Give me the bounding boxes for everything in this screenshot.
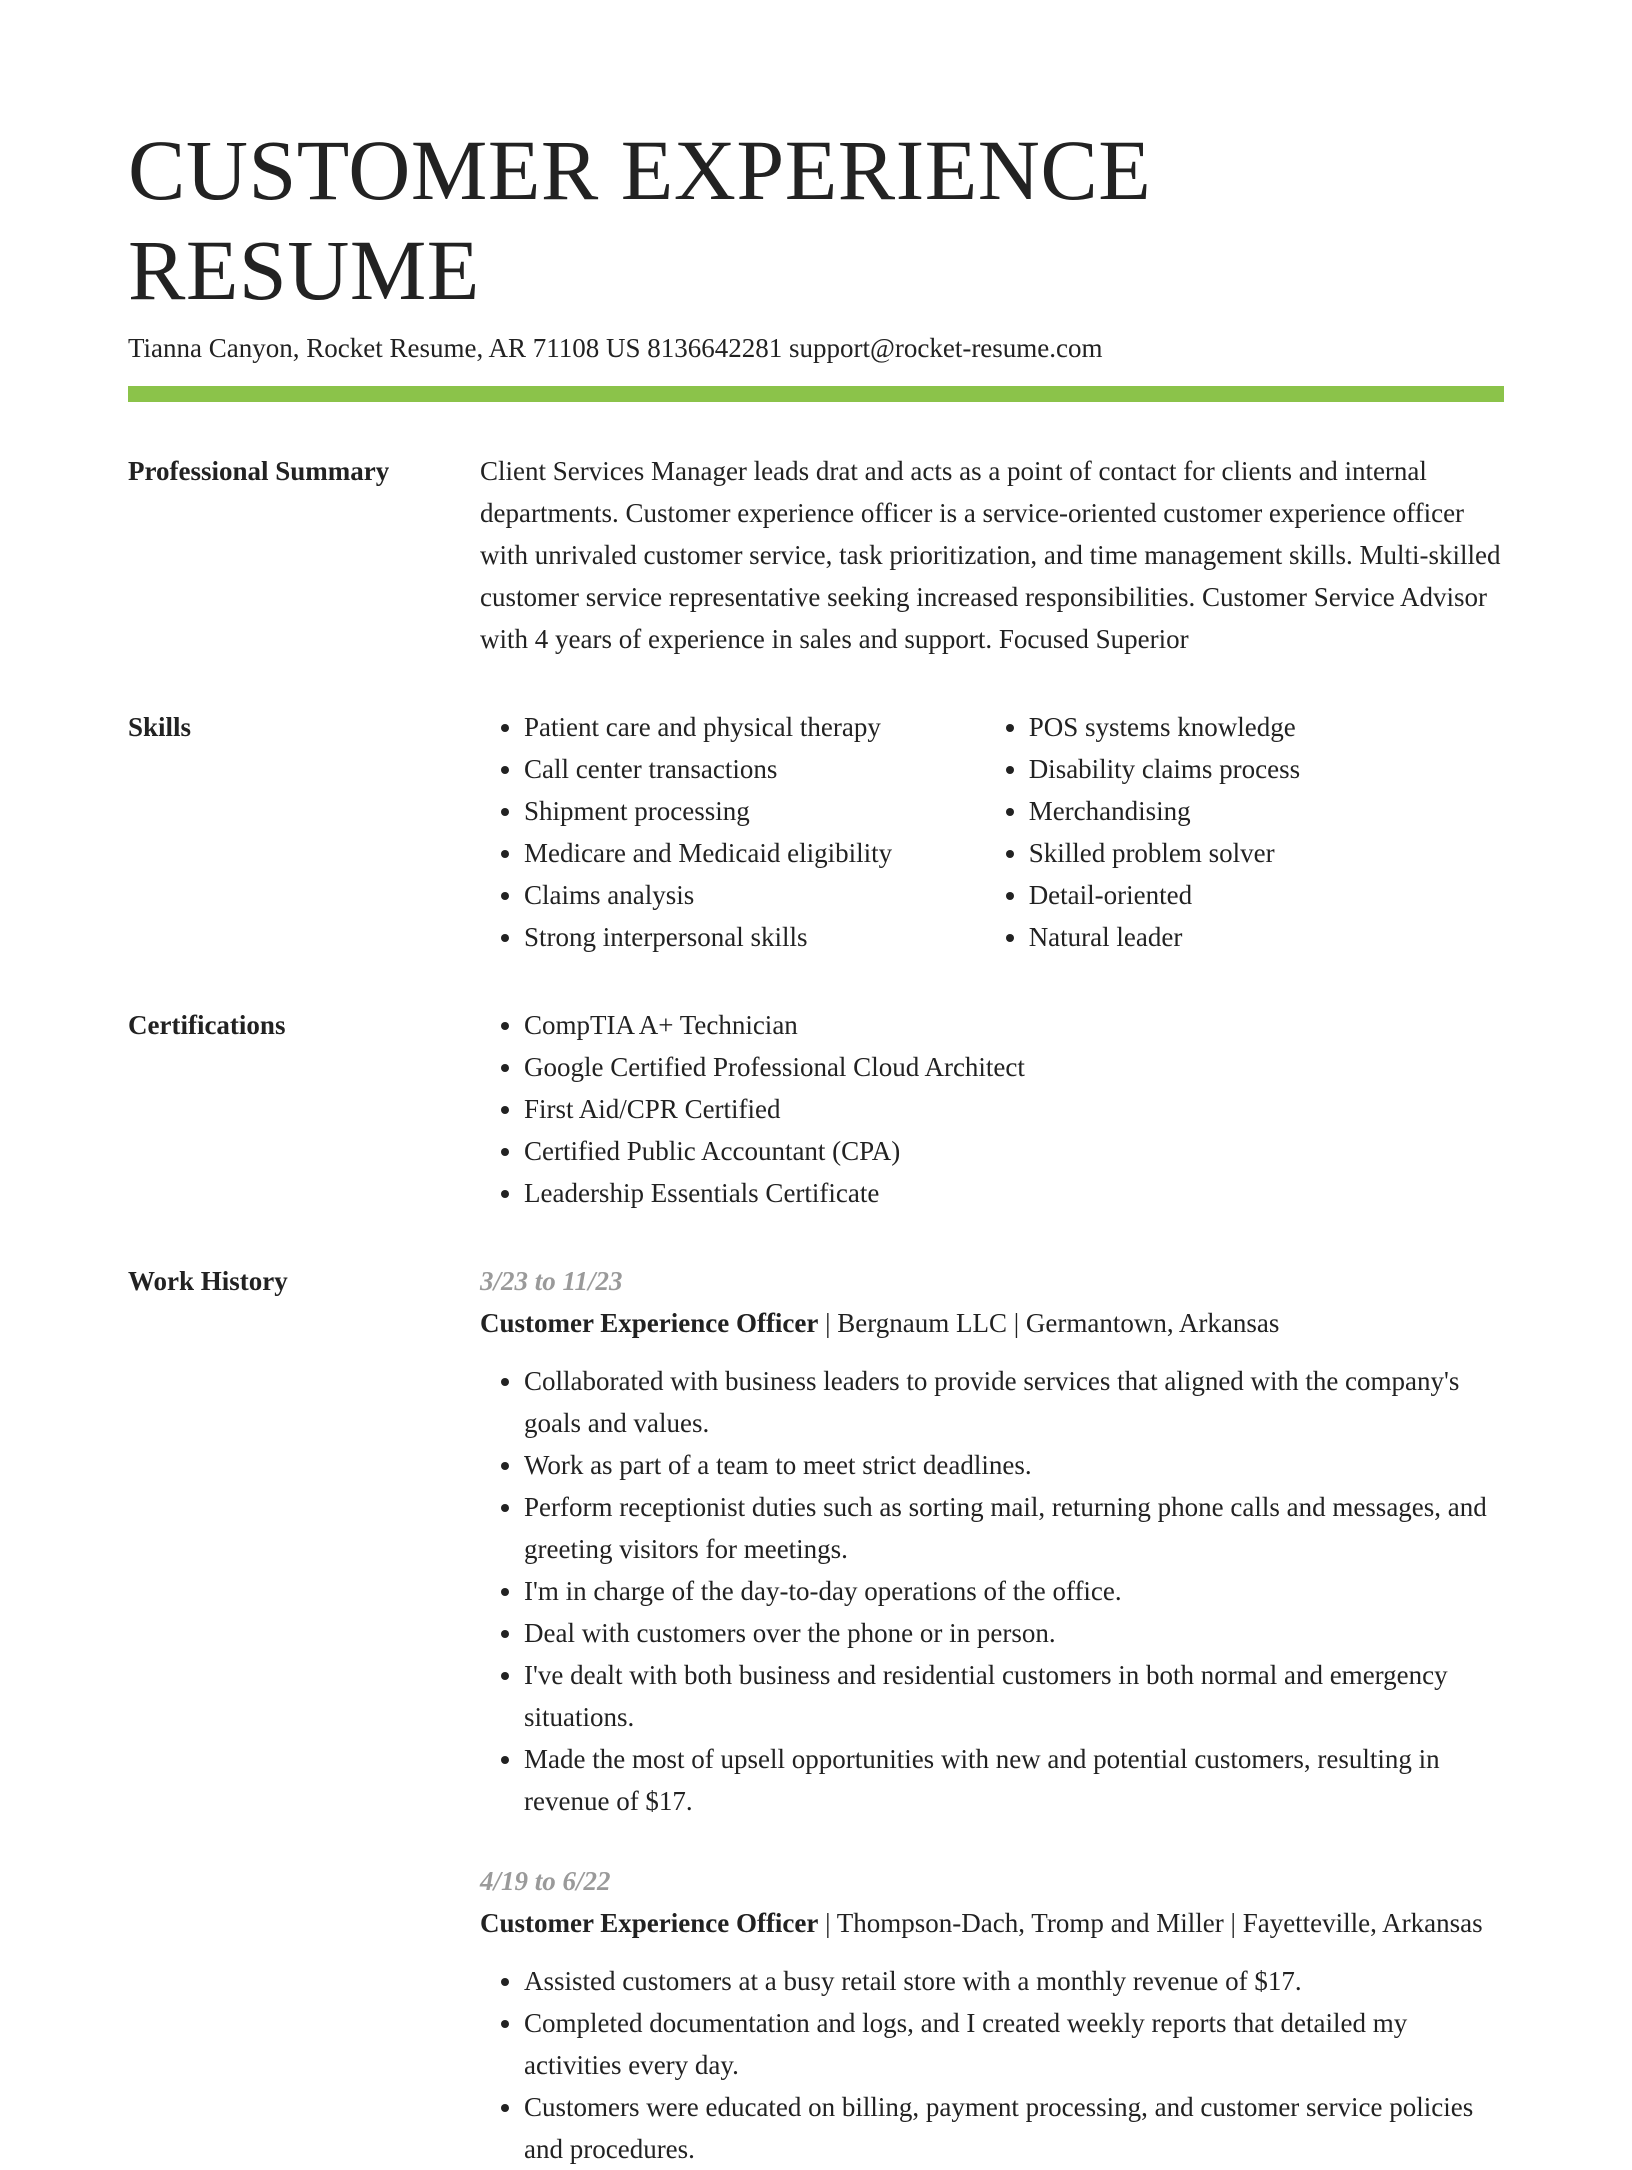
- job-dates: 4/19 to 6/22: [480, 1866, 611, 1896]
- job-bullet: • Customers were educated on billing, payment processing, and customer service policies and procedures.: [524, 2086, 1504, 2170]
- job-bullet: • Perform receptionist duties such as sorting mail, returning phone calls and messages, and greeting visitors for meetings.: [524, 1486, 1504, 1570]
- job-bullet: • Deal with customers over the phone or in person.: [524, 1612, 1504, 1654]
- work-history-section: [128, 1260, 1504, 2170]
- section-label-summary: Professional Summary: [128, 456, 390, 486]
- skill-item: • Disability claims process: [1029, 748, 1504, 790]
- job-bullet-list: [480, 1960, 1504, 2170]
- skill-item: • Skilled problem solver: [1029, 832, 1504, 874]
- page-title: CUSTOMER EXPERIENCE RESUME: [128, 122, 1152, 318]
- skill-item: • Medicare and Medicaid eligibility: [524, 832, 985, 874]
- job-bullet: • Work as part of a team to meet strict deadlines.: [524, 1444, 1504, 1486]
- section-label-work-history: Work History: [128, 1266, 288, 1296]
- skill-item: • Patient care and physical therapy: [524, 706, 985, 748]
- job-entry: [480, 1860, 1504, 2170]
- skill-item: • POS systems knowledge: [1029, 706, 1504, 748]
- skill-item: • Detail-oriented: [1029, 874, 1504, 916]
- job-bullet: • Assisted customers at a busy retail store with a monthly revenue of $17.: [524, 1960, 1504, 2002]
- section-label-certifications: Certifications: [128, 1010, 286, 1040]
- certification-item: • Certified Public Accountant (CPA): [524, 1130, 1504, 1172]
- certification-item: • Leadership Essentials Certificate: [524, 1172, 1504, 1214]
- job-bullet: • Collaborated with business leaders to provide services that aligned with the company's goals and values.: [524, 1360, 1504, 1444]
- skill-item: • Call center transactions: [524, 748, 985, 790]
- skill-item: • Merchandising: [1029, 790, 1504, 832]
- certification-item: • CompTIA A+ Technician: [524, 1004, 1504, 1046]
- certification-item: • First Aid/CPR Certified: [524, 1088, 1504, 1130]
- job-bullet: • I'm in charge of the day-to-day operations of the office.: [524, 1570, 1504, 1612]
- summary-section: [128, 450, 1504, 660]
- job-heading: [480, 1902, 1504, 1944]
- job-title: Customer Experience Officer: [480, 1908, 819, 1938]
- job-heading: [480, 1302, 1504, 1344]
- resume-page: [128, 120, 1504, 2170]
- job-dates: 3/23 to 11/23: [480, 1266, 623, 1296]
- job-details: | Bergnaum LLC | Germantown, Arkansas: [818, 1308, 1280, 1338]
- certifications-list: [480, 1004, 1504, 1214]
- contact-line: Tianna Canyon, Rocket Resume, AR 71108 US 8136642281 support@rocket-resume.com: [128, 333, 1103, 363]
- skill-item: • Strong interpersonal skills: [524, 916, 985, 958]
- skills-section: [128, 706, 1504, 958]
- skill-item: • Claims analysis: [524, 874, 985, 916]
- skill-item: • Natural leader: [1029, 916, 1504, 958]
- section-label-skills: Skills: [128, 712, 192, 742]
- skills-list-left: [480, 706, 985, 958]
- job-bullet: • Completed documentation and logs, and I created weekly reports that detailed my activities every day.: [524, 2002, 1504, 2086]
- job-bullet: • I've dealt with both business and residential customers in both normal and emergency situations.: [524, 1654, 1504, 1738]
- job-bullet-list: [480, 1360, 1504, 1822]
- certifications-section: [128, 1004, 1504, 1214]
- skill-item: • Shipment processing: [524, 790, 985, 832]
- skills-list-right: [985, 706, 1504, 958]
- job-entry: [480, 1260, 1504, 1822]
- certification-item: • Google Certified Professional Cloud Architect: [524, 1046, 1504, 1088]
- accent-divider: [128, 386, 1504, 402]
- summary-text: Client Services Manager leads drat and acts as a point of contact for clients and internal departments. Customer experience officer is a service-oriented customer experience officer with unrivaled customer service, task prioritization, and time management skills. Multi-skilled customer service representative seeking increased responsibilities. Customer Service Advisor with 4 years of experience in sales and support. Focused Superior: [480, 456, 1501, 654]
- job-details: | Thompson-Dach, Tromp and Miller | Fayetteville, Arkansas: [818, 1908, 1483, 1938]
- job-title: Customer Experience Officer: [480, 1308, 819, 1338]
- job-bullet: • Made the most of upsell opportunities with new and potential customers, resulting in revenue of $17.: [524, 1738, 1504, 1822]
